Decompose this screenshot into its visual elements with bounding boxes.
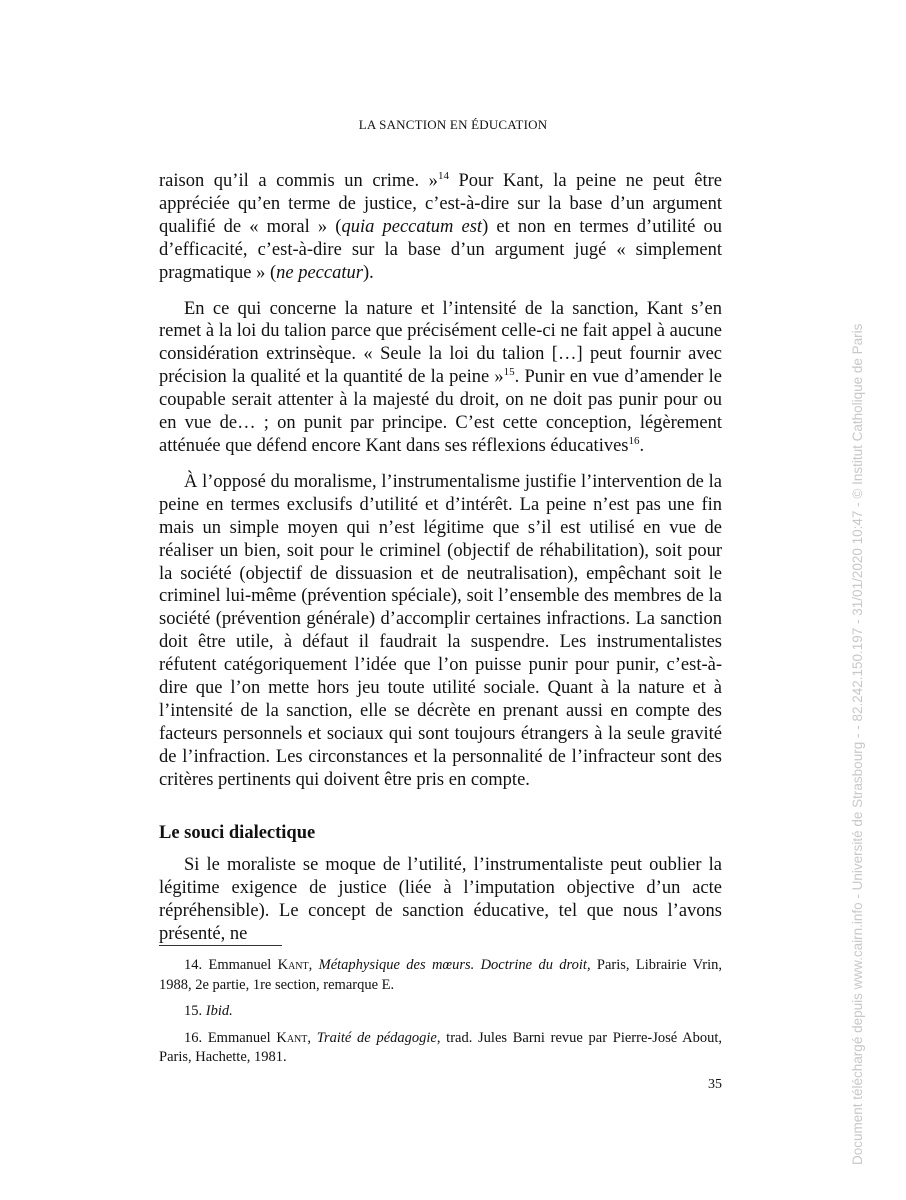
download-watermark: Document téléchargé depuis www.cairn.info - Université de Strasbourg - - 82.242.150.197 - 31/01/2020 10:47 - © Institut Catholique de Paris [850,323,865,1165]
footnote-15: 15. Ibid. [184,1003,233,1019]
paragraph-3: À l’opposé du moralisme, l’instrumentalisme justifie l’intervention de la peine en termes exclusifs d’utilité et d’intérêt. La peine n’est pas une fin mais un simple moyen qui n’est légitime que s’il est utilisé en vue de réaliser un bien, soit pour le criminel (objectif de réhabilitation), soit pour la société (objectif de dissuasion et de neutralisation), empêchant soit le criminel lui-même (prévention spéciale), soit l’ensemble des membres de la société (prévention générale) d’accomplir certaines infractions. La sanction doit être utile, à défaut il faudrait la suspendre. Les instrumentalistes réfutent catégoriquement l’idée que l’on puisse punir pour punir, c’est-à-dire que l’on mette hors jeu toute utilité sociale. Quant à la nature et à l’intensité de la sanction, elle se décrète en prenant aussi en compte des facteurs personnels et sociaux qui sont toujours étrangers à la seule gravité de l’infraction. Les circonstances et la personnalité de l’infracteur sont des critères pertinents qui doivent être pris en compte. [159,471,722,790]
section-heading: Le souci dialectique [159,822,316,843]
main-text [159,170,722,946]
running-header: LA SANCTION EN ÉDUCATION [358,117,548,132]
footnote-divider [159,945,282,946]
footnote-ref-14[interactable]: 14 [437,170,449,182]
paragraph-2: En ce qui concerne la nature et l’intensité de la sanction, Kant s’en remet à la loi du talion parce que précisément celle-ci ne fait appel à aucune considération extrinsèque. « Seule la loi du talion […] peut fournir avec précision la qualité et la quantité de la peine »$^{15}$. Punir en vue d’amender le coupable serait attenter à la majesté du droit, on ne doit pas punir pour ou en vue de… ; on punit par principe. C’est cette conception, légèrement atténuée que défend encore Kant dans ses réflexions éducatives$^{16}$. [159,298,722,456]
paragraph-4: Si le moraliste se moque de l’utilité, l’instrumentaliste peut oublier la légitime exigence de justice (liée à l’imputation objective d’un acte répréhensible). Le concept de sanction éducative, tel que nous l’avons présenté, ne [159,855,722,945]
footnote-14: 14. Emmanuel Kant, Métaphysique des mœurs. Doctrine du droit, Paris, Librairie Vrin, 1988, 2e partie, 1re section, remarque E. [159,957,722,993]
page-number: 35 [708,1077,722,1092]
footnote-16: 16. Emmanuel Kant, Traité de pédagogie, trad. Jules Barni revue par Pierre-José About, Paris, Hachette, 1981. [159,1029,722,1065]
footnote-ref-16[interactable]: 16 [628,434,640,447]
paragraph-1: raison qu’il a commis un crime. »$^{14}$ Pour Kant, la peine ne peut être appréciée qu’en terme de justice, c’est-à-dire sur la base d’un argument qualifié de « moral » (quia peccatum est) et non en termes d’utilité ou d’efficacité, c’est-à-dire sur la base d’un argument jugé « simplement pragmatique » (ne peccatur). [159,170,723,283]
footnotes [159,956,722,1075]
footnote-ref-15[interactable]: 15 [503,366,515,379]
